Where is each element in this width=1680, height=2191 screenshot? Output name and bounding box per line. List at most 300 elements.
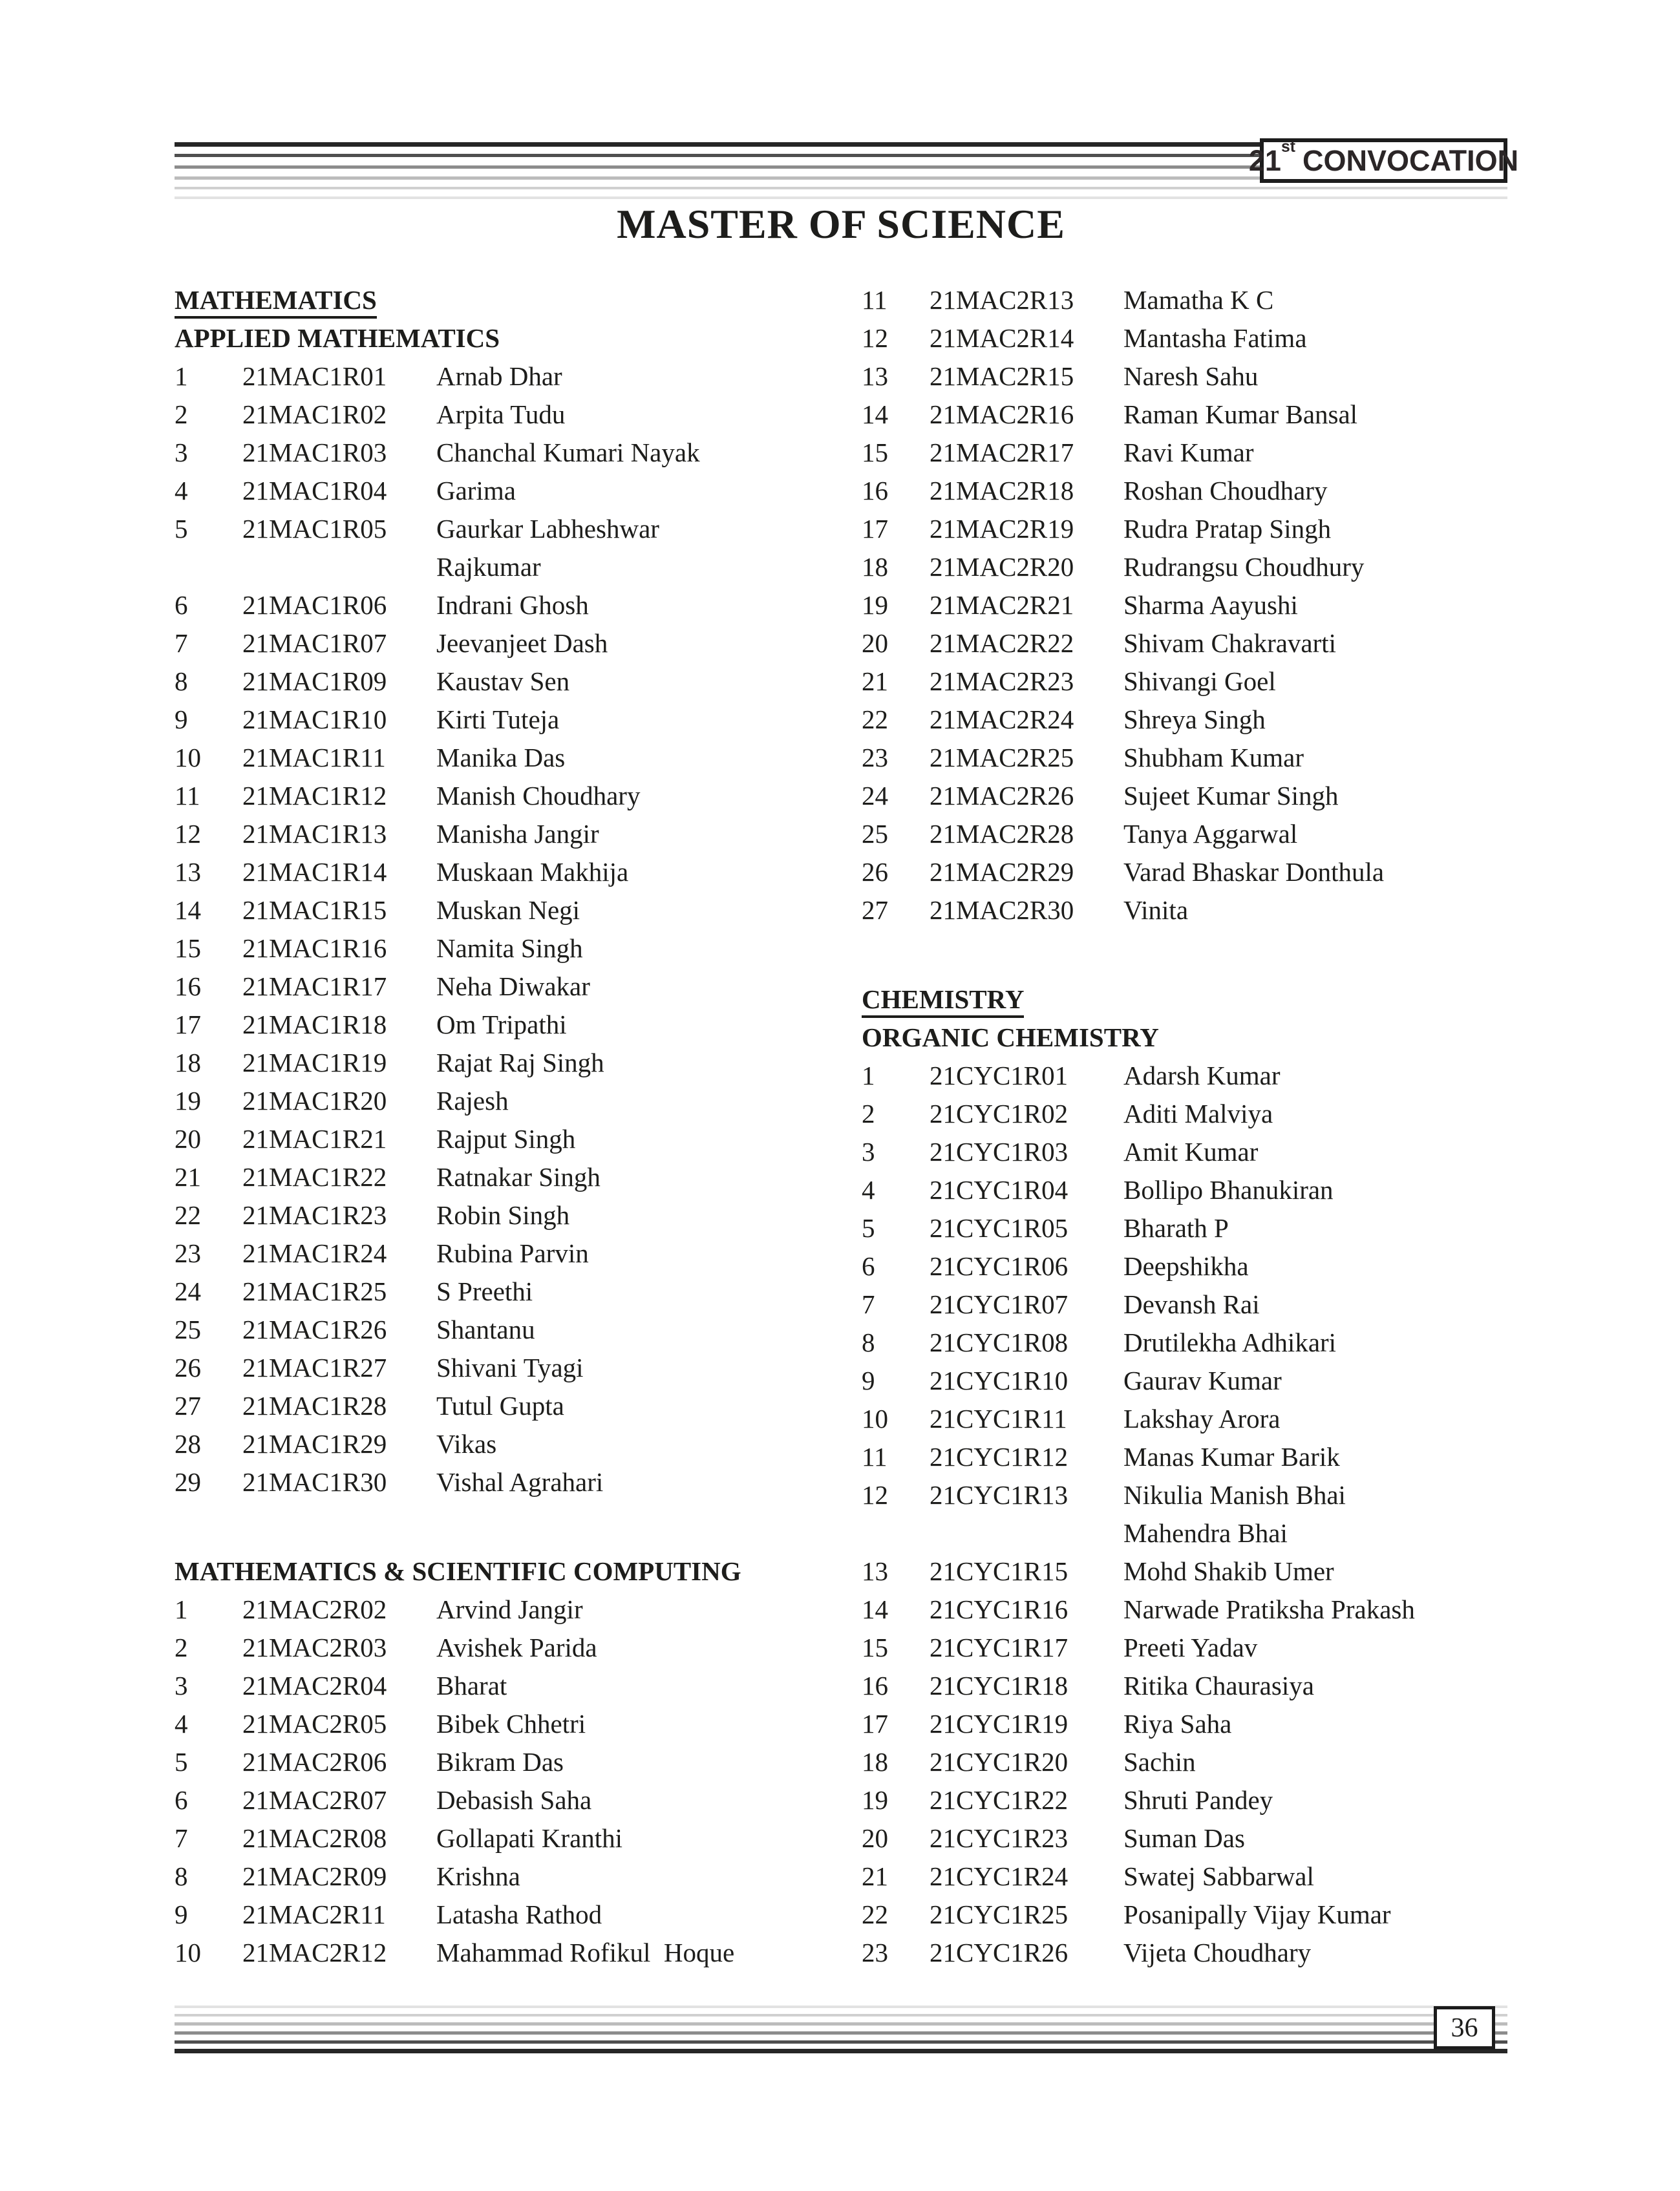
rule-line [175,2022,1507,2026]
row-number: 12 [862,1480,888,1510]
row-number: 4 [175,476,188,505]
roster-row [862,1286,1508,1324]
section-gap [175,1501,858,1552]
rule-line [175,2006,1507,2008]
student-name-line: Shubham Kumar [1123,743,1304,772]
row-number: 2 [175,1633,188,1662]
roll-number: 21MAC2R05 [242,1709,387,1739]
student-name-line: Bikram Das [436,1747,564,1777]
student-name [436,1705,858,1743]
student-name-line: Gaurav Kumar [1123,1366,1282,1395]
row-number: 15 [862,438,888,467]
roster-row [862,510,1508,548]
roll-number: 21CYC1R08 [930,1328,1069,1357]
roster-row [175,396,858,434]
roll-number: 21MAC1R17 [242,971,387,1001]
roster-row [175,1896,858,1934]
row-number: 8 [175,1861,188,1891]
roster-row [862,1934,1508,1972]
roll-number: 21MAC1R06 [242,590,387,620]
roll-number: 21MAC2R15 [930,361,1074,391]
row-number: 29 [175,1467,201,1497]
student-name [1123,1705,1508,1743]
student-name-line: Adarsh Kumar [1123,1061,1281,1090]
student-name [436,472,858,510]
roster-row [862,396,1508,434]
roster-row [175,891,858,929]
roll-number: 21MAC2R16 [930,399,1074,429]
row-number: 9 [175,1900,188,1929]
convocation-badge-text [1248,138,1519,178]
roll-number: 21MAC1R27 [242,1353,387,1382]
roster-row [175,1934,858,1972]
row-number: 7 [175,628,188,658]
student-name-line: Deepshikha [1123,1251,1249,1281]
student-name [1123,1095,1508,1133]
student-name-line: Rajput Singh [436,1124,576,1154]
roster-row [175,1311,858,1349]
rule-line [175,2040,1507,2044]
roster-row [862,1209,1508,1247]
student-name [436,701,858,739]
roster-row [862,434,1508,472]
row-number: 24 [862,781,888,810]
roll-number: 21MAC1R13 [242,819,387,849]
roll-number: 21MAC1R07 [242,628,387,658]
roll-number: 21MAC1R30 [242,1467,387,1497]
student-name [1123,1934,1508,1972]
student-name-line: Robin Singh [436,1200,570,1230]
roll-number: 21MAC1R04 [242,476,387,505]
roster-row [862,624,1508,662]
row-number: 20 [862,628,888,658]
roster-row [175,1819,858,1858]
row-number: 27 [175,1391,201,1421]
roll-number: 21MAC1R12 [242,781,387,810]
roll-number: 21MAC1R20 [242,1086,387,1116]
roll-number: 21MAC2R09 [242,1861,387,1891]
roster-row [862,1667,1508,1705]
student-name [1123,624,1508,662]
student-name-line: Tanya Aggarwal [1123,819,1298,849]
student-name [436,586,858,624]
roll-number: 21MAC1R05 [242,514,387,544]
student-name-line: Ratnakar Singh [436,1162,601,1192]
student-name-line: Raman Kumar Bansal [1123,399,1358,429]
student-name [436,739,858,777]
roster-row [862,853,1508,891]
student-name [436,1463,858,1501]
roster-row [862,1171,1508,1209]
roll-number: 21MAC2R12 [242,1938,387,1967]
student-name [1123,1324,1508,1362]
student-name-line: Vishal Agrahari [436,1467,604,1497]
roster-row [175,777,858,815]
student-name-line: Mahammad Rofikul Hoque [436,1938,735,1967]
row-number: 14 [862,399,888,429]
row-number: 3 [175,438,188,467]
convocation-number: 21 [1248,143,1281,177]
right-column [862,281,1508,1972]
roster-row [175,1781,858,1819]
row-number: 16 [862,476,888,505]
row-number: 16 [175,971,201,1001]
section-heading [175,1552,858,1591]
row-number: 8 [862,1328,875,1357]
student-name-line: Krishna [436,1861,520,1891]
left-column [175,281,858,1972]
student-name [1123,319,1508,357]
roster-row [175,1158,858,1196]
student-name [1123,548,1508,586]
roster-row [175,1858,858,1896]
row-number: 25 [175,1315,201,1344]
roll-number: 21MAC2R02 [242,1594,387,1624]
roll-number: 21MAC2R19 [930,514,1074,544]
roll-number: 21MAC2R30 [930,895,1074,925]
student-name [1123,434,1508,472]
roster-row [862,1629,1508,1667]
roll-number: 21MAC1R03 [242,438,387,467]
roster-block [175,1591,858,1972]
roll-number: 21MAC1R02 [242,399,387,429]
row-number: 15 [862,1633,888,1662]
student-name-line: Shantanu [436,1315,535,1344]
rule-line [175,187,1507,189]
roster-row [175,357,858,396]
student-name-line: Latasha Rathod [436,1900,602,1929]
student-name-line: Om Tripathi [436,1010,567,1039]
student-name-line: Debasish Saha [436,1785,592,1815]
student-name [1123,815,1508,853]
roll-number: 21MAC1R22 [242,1162,387,1192]
student-name-line: Drutilekha Adhikari [1123,1328,1337,1357]
roll-number: 21CYC1R18 [930,1671,1069,1700]
roll-number: 21MAC2R21 [930,590,1074,620]
student-name [436,853,858,891]
row-number: 21 [862,666,888,696]
roster-row [862,1400,1508,1438]
row-number: 27 [862,895,888,925]
student-name-line: Muskaan Makhija [436,857,629,887]
roster-row [862,1552,1508,1591]
roll-number: 21MAC1R21 [242,1124,387,1154]
roll-number: 21MAC2R06 [242,1747,387,1777]
student-name [436,1819,858,1858]
student-name-line: Posanipally Vijay Kumar [1123,1900,1391,1929]
roster-row [175,1629,858,1667]
row-number: 18 [175,1048,201,1077]
student-name-line: Chanchal Kumari Nayak [436,438,700,467]
row-number: 20 [175,1124,201,1154]
student-name [436,1591,858,1629]
row-number: 10 [175,1938,201,1967]
rule-line [175,2031,1507,2035]
roster-row [862,1324,1508,1362]
row-number: 9 [862,1366,875,1395]
roll-number: 21CYC1R19 [930,1709,1069,1739]
student-name [436,1858,858,1896]
roster-row [862,1362,1508,1400]
roster-row [862,1858,1508,1896]
section-heading [862,980,1508,1019]
roster-block [862,1057,1508,1972]
student-name [1123,1667,1508,1705]
student-name [436,1006,858,1044]
student-name-line: Mahendra Bhai [1123,1518,1288,1548]
student-name [436,1349,858,1387]
roster-row [175,968,858,1006]
rule-line [175,2014,1507,2016]
roll-number: 21MAC1R09 [242,666,387,696]
student-name [1123,1819,1508,1858]
row-number: 10 [862,1404,888,1434]
student-name [1123,1858,1508,1896]
student-name-line: Devansh Rai [1123,1289,1260,1319]
student-name [436,777,858,815]
roster-row [175,1387,858,1425]
section-gap [862,929,1508,980]
roll-number: 21CYC1R01 [930,1061,1069,1090]
roll-number: 21CYC1R11 [930,1404,1067,1434]
student-name-line: Rubina Parvin [436,1238,589,1268]
roster-row [862,1247,1508,1286]
row-number: 23 [862,1938,888,1967]
roster-row [862,586,1508,624]
student-name-line: Swatej Sabbarwal [1123,1861,1314,1891]
roll-number: 21MAC2R23 [930,666,1074,696]
student-name [436,1934,858,1972]
row-number: 4 [862,1175,875,1205]
roll-number: 21MAC2R14 [930,323,1074,353]
student-name [436,662,858,701]
student-name-line: Manisha Jangir [436,819,599,849]
row-number: 25 [862,819,888,849]
student-name-line: Rudra Pratap Singh [1123,514,1332,544]
roster-row [862,319,1508,357]
roll-number: 21MAC1R29 [242,1429,387,1459]
student-name-line: Preeti Yadav [1123,1633,1258,1662]
student-name-line: Mamatha K C [1123,285,1274,315]
student-name-line: Kirti Tuteja [436,704,560,734]
roll-number: 21CYC1R22 [930,1785,1069,1815]
student-name-line: Sujeet Kumar Singh [1123,781,1339,810]
roll-number: 21CYC1R03 [930,1137,1069,1167]
student-name [1123,586,1508,624]
section-heading [175,319,858,357]
student-name [436,1425,858,1463]
row-number: 21 [175,1162,201,1192]
roster-row [862,1819,1508,1858]
student-name [1123,853,1508,891]
row-number: 5 [175,1747,188,1777]
roster-row [175,1667,858,1705]
student-name-line: Mohd Shakib Umer [1123,1556,1334,1586]
roster-row [175,624,858,662]
student-name-line: Vikas [436,1429,497,1459]
roll-number: 21MAC2R13 [930,285,1074,315]
roll-number: 21CYC1R24 [930,1861,1069,1891]
student-name [1123,1438,1508,1476]
row-number: 10 [175,743,201,772]
roster-row [175,701,858,739]
roster-row [862,1743,1508,1781]
roster-row [175,853,858,891]
roll-number: 21MAC1R26 [242,1315,387,1344]
student-name [436,1234,858,1273]
row-number: 12 [175,819,201,849]
row-number: 6 [175,1785,188,1815]
row-number: 17 [862,514,888,544]
student-name-line: Rajesh [436,1086,509,1116]
student-name [1123,1781,1508,1819]
row-number: 13 [862,1556,888,1586]
student-name-line: Rudrangsu Choudhury [1123,552,1365,582]
roster-row [175,739,858,777]
student-name [436,1158,858,1196]
roll-number: 21CYC1R20 [930,1747,1069,1777]
student-name [1123,1362,1508,1400]
student-name [436,510,858,586]
roster-row [175,815,858,853]
roster-row [862,1057,1508,1095]
convocation-badge [1248,138,1519,183]
roll-number: 21MAC1R19 [242,1048,387,1077]
roll-number: 21MAC1R16 [242,933,387,963]
roll-number: 21MAC2R24 [930,704,1074,734]
student-name-line: Suman Das [1123,1823,1245,1853]
row-number: 14 [862,1594,888,1624]
footer-rule-band [175,2006,1507,2057]
student-name [1123,281,1508,319]
roster-row [862,662,1508,701]
student-name [1123,1591,1508,1629]
row-number: 18 [862,552,888,582]
student-name-line: Naresh Sahu [1123,361,1259,391]
roll-number: 21CYC1R04 [930,1175,1069,1205]
row-number: 5 [175,514,188,544]
roster-block [175,357,858,1501]
roster-row [175,510,858,586]
row-number: 11 [862,1442,888,1472]
roster-row [175,1591,858,1629]
row-number: 9 [175,704,188,734]
student-name-line: Jeevanjeet Dash [436,628,608,658]
section-heading [862,1019,1508,1057]
student-name [436,396,858,434]
row-number: 7 [862,1289,875,1319]
row-number: 24 [175,1276,201,1306]
roll-number: 21MAC2R11 [242,1900,386,1929]
roster-row [862,1438,1508,1476]
roster-row [175,586,858,624]
roll-number: 21MAC2R26 [930,781,1074,810]
rule-line [175,196,1507,199]
student-name-line: Roshan Choudhary [1123,476,1328,505]
row-number: 20 [862,1823,888,1853]
row-number: 6 [175,590,188,620]
row-number: 12 [862,323,888,353]
row-number: 18 [862,1747,888,1777]
section-heading-label: ORGANIC CHEMISTRY [862,1022,1159,1052]
student-name-line: Sharma Aayushi [1123,590,1298,620]
roster-row [175,1120,858,1158]
student-name [1123,1133,1508,1171]
row-number: 8 [175,666,188,696]
student-name [436,891,858,929]
student-name-line: Arnab Dhar [436,361,562,391]
student-name-line: Kaustav Sen [436,666,570,696]
roll-number: 21MAC1R18 [242,1010,387,1039]
student-name-line: S Preethi [436,1276,533,1306]
student-name-line: Sachin [1123,1747,1196,1777]
row-number: 22 [175,1200,201,1230]
row-number: 23 [862,743,888,772]
roll-number: 21MAC1R14 [242,857,387,887]
roster-row [175,1743,858,1781]
student-name-line: Rajat Raj Singh [436,1048,604,1077]
page-title: MASTER OF SCIENCE [617,201,1065,247]
roll-number: 21MAC1R15 [242,895,387,925]
roster-row [862,739,1508,777]
roster-row [175,1349,858,1387]
student-name [436,434,858,472]
roster-row [862,281,1508,319]
student-name-line: Riya Saha [1123,1709,1232,1739]
student-name [436,1743,858,1781]
roll-number: 21CYC1R10 [930,1366,1069,1395]
student-name [1123,1247,1508,1286]
student-name [1123,1171,1508,1209]
row-number: 22 [862,1900,888,1929]
student-name-line: Muskan Negi [436,895,580,925]
section-heading-label: APPLIED MATHEMATICS [175,323,500,353]
roll-number: 21MAC2R20 [930,552,1074,582]
row-number: 2 [862,1099,875,1128]
roster-row [175,472,858,510]
student-name [436,1273,858,1311]
student-name-line: Lakshay Arora [1123,1404,1281,1434]
student-name-line: Bharath P [1123,1213,1229,1243]
student-name [436,1387,858,1425]
roll-number: 21MAC2R17 [930,438,1074,467]
roll-number: 21CYC1R13 [930,1480,1069,1510]
roster-row [175,1196,858,1234]
student-name-line: Gaurkar Labheshwar [436,514,659,544]
roll-number: 21CYC1R23 [930,1823,1069,1853]
student-name [436,357,858,396]
roll-number: 21MAC1R28 [242,1391,387,1421]
student-name [1123,510,1508,548]
student-name [1123,1629,1508,1667]
roster-block [862,281,1508,929]
roll-number: 21CYC1R25 [930,1900,1069,1929]
row-number: 26 [862,857,888,887]
roll-number: 21MAC2R03 [242,1633,387,1662]
student-name [1123,1896,1508,1934]
row-number: 2 [175,399,188,429]
section-heading-label: CHEMISTRY [862,986,1024,1018]
student-name-line: Varad Bhaskar Donthula [1123,857,1385,887]
roster-row [862,1095,1508,1133]
student-name-line: Vinita [1123,895,1189,925]
row-number: 7 [175,1823,188,1853]
student-name [1123,891,1508,929]
row-number: 19 [862,590,888,620]
student-name-line: Shivam Chakravarti [1123,628,1337,658]
roster-row [862,1705,1508,1743]
roster-row [862,357,1508,396]
